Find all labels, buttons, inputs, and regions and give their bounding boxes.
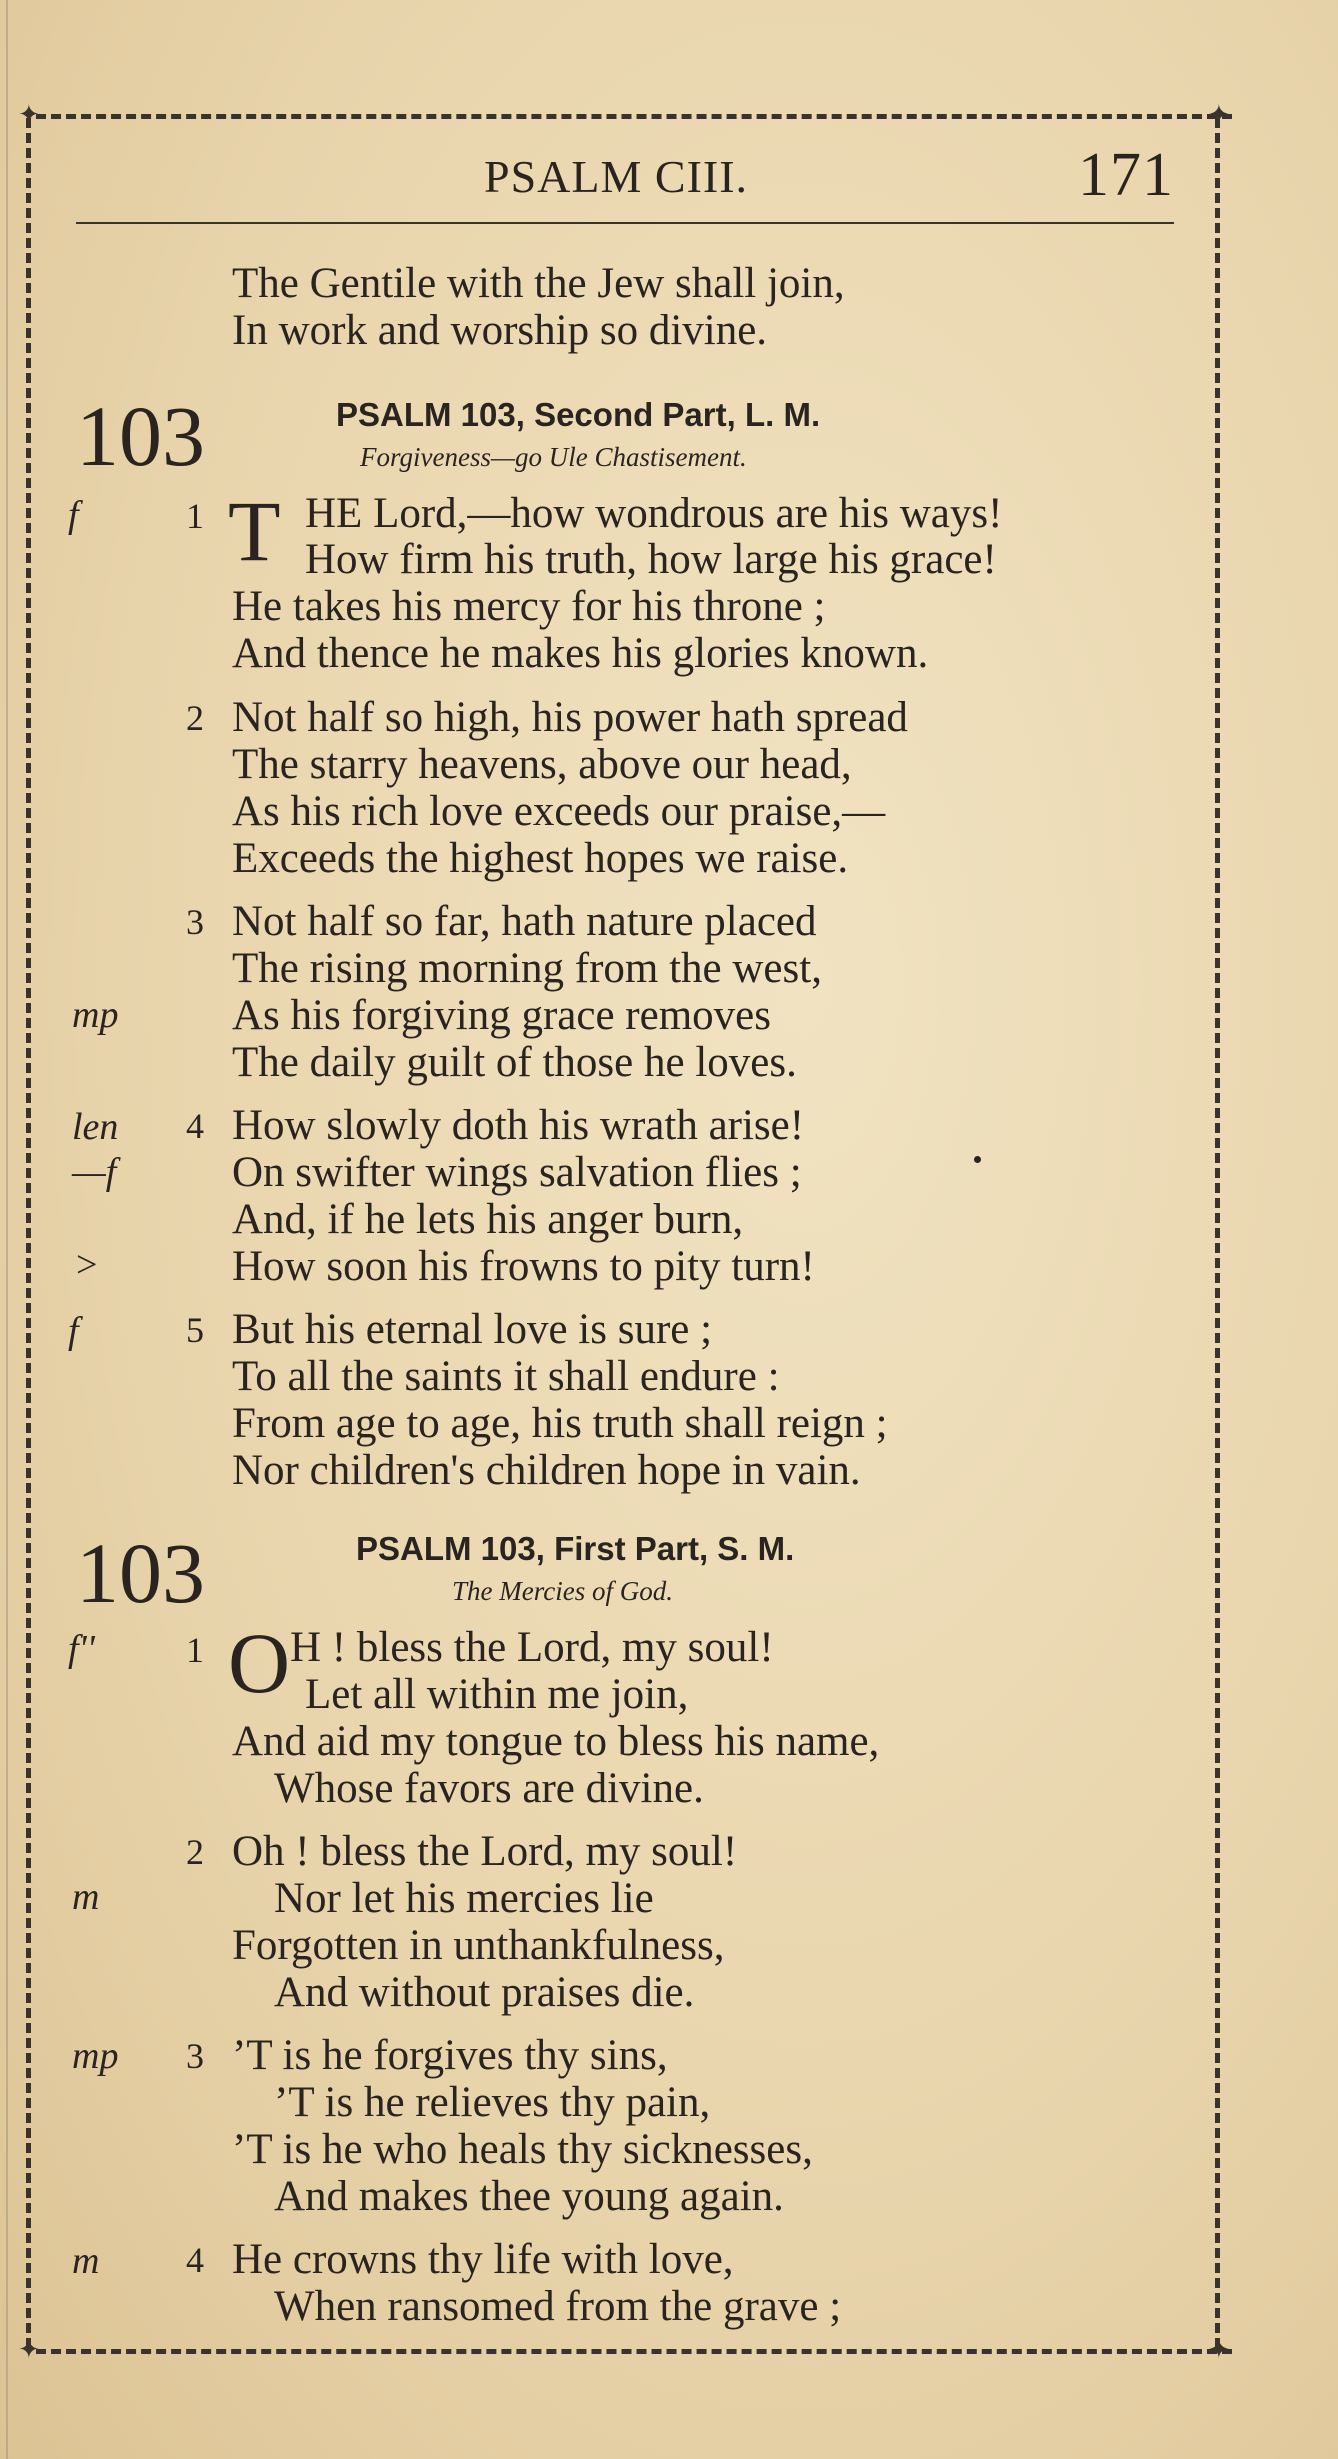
carryover-line: In work and worship so divine. — [232, 307, 768, 354]
hymn-title: PSALM 103, First Part, S. M. — [356, 1530, 795, 1567]
verse-line: And aid my tongue to bless his name, — [232, 1718, 880, 1765]
hymn-number: 103 — [76, 388, 205, 484]
running-title: PSALM CIII. — [484, 151, 749, 202]
stanza-number: 4 — [186, 1106, 204, 1146]
corner-ornament-top-left: ✦ — [18, 100, 40, 129]
corner-ornament-bottom-left: ✦ — [18, 2335, 40, 2364]
dynamic-marking: f — [68, 1310, 79, 1352]
verse-line: And makes thee young again. — [274, 2173, 784, 2220]
border-left — [26, 118, 31, 2348]
verse-line: He takes his mercy for his throne ; — [232, 583, 826, 630]
verse-line: The rising morning from the west, — [232, 945, 822, 992]
verse-line: From age to age, his truth shall reign ; — [232, 1400, 888, 1447]
verse-line: How slowly doth his wrath arise! — [232, 1102, 805, 1149]
dynamic-marking: mp — [72, 994, 119, 1036]
verse-line: And without praises die. — [274, 1969, 695, 2016]
corner-ornament-top-right: ✦ — [1208, 100, 1230, 129]
verse-line: ’T is he who heals thy sicknesses, — [232, 2126, 813, 2173]
verse-line: As his rich love exceeds our praise,— — [232, 788, 886, 835]
verse-line: ’T is he forgives thy sins, — [232, 2032, 668, 2079]
hymn-subtitle: The Mercies of God. — [452, 1576, 673, 1606]
verse-line: As his forgiving grace removes — [232, 992, 771, 1039]
verse-line: When ransomed from the grave ; — [274, 2283, 842, 2330]
drop-cap: O — [228, 1615, 291, 1711]
verse-line: To all the saints it shall endure : — [232, 1353, 780, 1400]
hymn-number: 103 — [76, 1525, 205, 1621]
stanza-number: 3 — [186, 2036, 204, 2076]
stanza-number: 2 — [186, 698, 204, 738]
verse-line: ’T is he relieves thy pain, — [274, 2079, 711, 2126]
corner-ornament-bottom-right: ✦ — [1208, 2335, 1230, 2364]
verse-line: Not half so far, hath nature placed — [232, 898, 817, 945]
dynamic-marking: m — [72, 2240, 100, 2282]
accent-marking: > — [76, 1244, 98, 1286]
verse-line: Nor children's children hope in vain. — [232, 1447, 861, 1494]
verse-line: Forgotten in unthankfulness, — [232, 1922, 725, 1969]
verse-line: How soon his frowns to pity turn! — [232, 1243, 815, 1290]
dynamic-marking: len — [72, 1106, 119, 1148]
border-top — [36, 114, 1232, 119]
dynamic-marking: m — [72, 1876, 100, 1918]
verse-line: Whose favors are divine. — [274, 1765, 704, 1812]
page-edge — [6, 0, 8, 2459]
verse-line: HE Lord,—how wondrous are his ways! — [305, 490, 1003, 537]
verse-line: And, if he lets his anger burn, — [232, 1196, 744, 1243]
header-rule — [76, 222, 1174, 224]
dynamic-marking: mp — [72, 2035, 119, 2077]
border-bottom — [36, 2349, 1232, 2354]
stanza-number: 4 — [186, 2240, 204, 2280]
verse-line: The daily guilt of those he loves. — [232, 1039, 797, 1086]
verse-line: How firm his truth, how large his grace! — [305, 536, 997, 583]
stanza-number: 1 — [186, 1630, 204, 1670]
carryover-line: The Gentile with the Jew shall join, — [232, 260, 845, 307]
drop-cap: T — [228, 483, 281, 579]
verse-line: The starry heavens, above our head, — [232, 741, 852, 788]
verse-line: But his eternal love is sure ; — [232, 1306, 713, 1353]
stray-mark — [974, 1156, 981, 1163]
stanza-number: 1 — [186, 496, 204, 536]
page-number: 171 — [1078, 141, 1174, 209]
stanza-number: 2 — [186, 1832, 204, 1872]
border-right — [1215, 118, 1220, 2348]
stanza-number: 5 — [186, 1310, 204, 1350]
verse-line: On swifter wings salvation flies ; — [232, 1149, 802, 1196]
verse-line: He crowns thy life with love, — [232, 2236, 734, 2283]
dynamic-marking: f — [68, 494, 79, 536]
hymn-title: PSALM 103, Second Part, L. M. — [336, 396, 821, 433]
verse-line: Not half so high, his power hath spread — [232, 694, 908, 741]
verse-line: Let all within me join, — [305, 1671, 689, 1718]
hymn-subtitle: Forgiveness—go Ule Chastisement. — [360, 442, 747, 472]
dynamic-marking: f'' — [68, 1628, 95, 1670]
verse-line: Oh ! bless the Lord, my soul! — [232, 1828, 738, 1875]
verse-line: Nor let his mercies lie — [274, 1875, 654, 1922]
verse-line: Exceeds the highest hopes we raise. — [232, 835, 849, 882]
verse-line: And thence he makes his glories known. — [232, 630, 929, 677]
stanza-number: 3 — [186, 902, 204, 942]
dynamic-marking: —f — [72, 1151, 117, 1193]
verse-line: H ! bless the Lord, my soul! — [290, 1624, 774, 1671]
